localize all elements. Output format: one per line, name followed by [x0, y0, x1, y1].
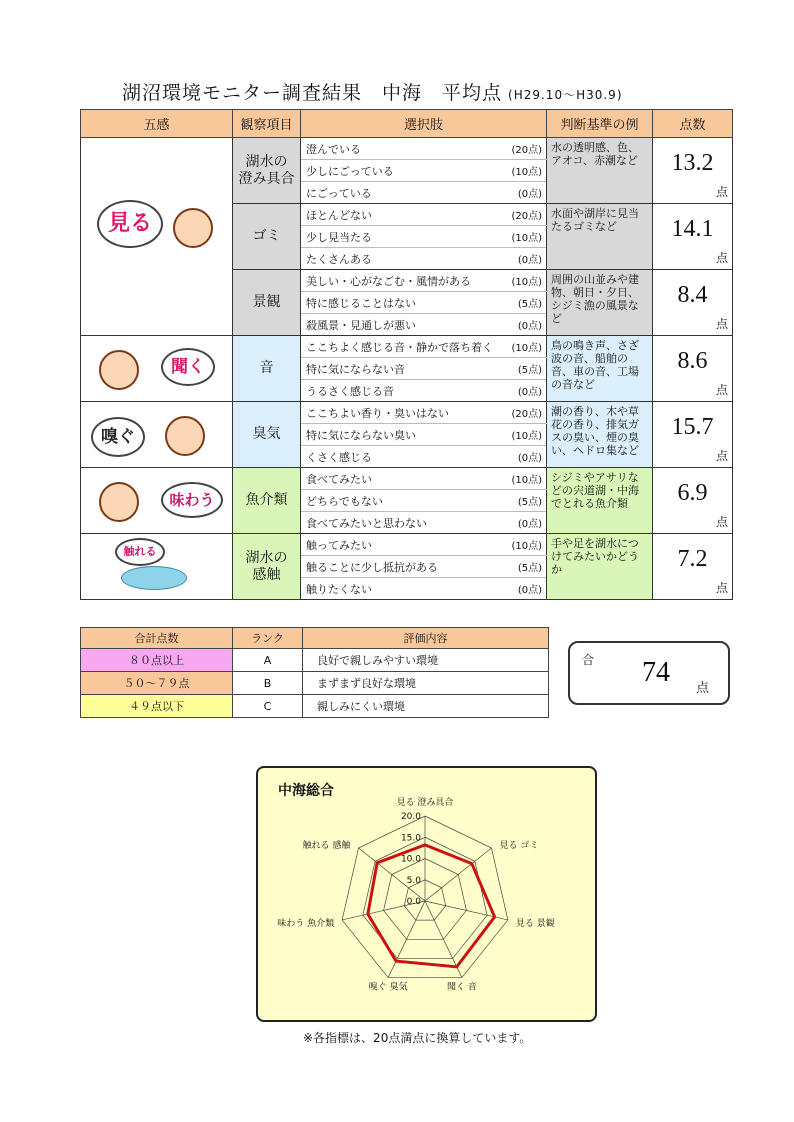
sense-bubble: 見る [97, 200, 163, 248]
option-label: うるさく感じる音 [301, 380, 501, 402]
survey-table [80, 109, 733, 600]
character-illustration [121, 566, 187, 590]
tick-label: 10.0 [400, 854, 421, 865]
sense-cell-3 [81, 468, 233, 534]
item-cell [233, 336, 301, 402]
character-illustration [99, 482, 139, 522]
option-points: (5点) [501, 358, 547, 380]
item-cell [233, 468, 301, 534]
axis-label: 聞く 音 [446, 982, 477, 993]
option-label: 少し見当たる [301, 226, 501, 248]
title-period: (H29.10～H30.9) [508, 88, 623, 102]
option-label: 触ることに少し抵抗がある [301, 556, 501, 578]
rank-range: ５０～７９点 [81, 672, 233, 695]
sense-cell-0 [81, 138, 233, 336]
option-points: (10点) [501, 160, 547, 182]
option-row [81, 468, 733, 490]
radar-chart [256, 766, 597, 1022]
score-value: 7.2 [677, 546, 708, 572]
header-options: 選択肢 [301, 110, 547, 138]
criteria-cell: 水の透明感、色、アオコ、赤潮など [547, 138, 653, 204]
rank-range: ４９点以下 [81, 695, 233, 718]
option-label: 少しにごっている [301, 160, 501, 182]
option-points: (10点) [501, 424, 547, 446]
score-unit: 点 [716, 449, 729, 463]
sense-bubble: 触れる [115, 538, 165, 566]
tick-label: 20.0 [400, 812, 421, 822]
criteria-cell: 鳥の鳴き声、さざ波の音、船舶の音、車の音、工場の音など [547, 336, 653, 402]
option-row [81, 534, 733, 556]
option-points: (10点) [501, 270, 547, 292]
character-illustration [99, 350, 139, 390]
option-points: (5点) [501, 490, 547, 512]
score-unit: 点 [716, 185, 729, 199]
rank-row [81, 695, 549, 718]
score-unit: 点 [716, 383, 729, 397]
sense-cell-4 [81, 534, 233, 600]
axis-label: 嗅ぐ 臭気 [368, 982, 408, 993]
rank-table [80, 627, 549, 718]
option-points: (0点) [501, 248, 547, 270]
option-label: たくさんある [301, 248, 501, 270]
rank-row [81, 672, 549, 695]
rank-letter: A [233, 649, 303, 672]
score-unit: 点 [716, 515, 729, 529]
option-points: (0点) [501, 380, 547, 402]
score-value: 6.9 [677, 480, 708, 506]
rank-header-points: 合計点数 [81, 628, 233, 649]
table-header-row [81, 110, 733, 138]
total-label: 合 [582, 653, 595, 667]
item-label: 音 [259, 360, 274, 376]
radar-chart-svg [258, 768, 595, 1020]
option-label: 殺風景・見通しが悪い [301, 314, 501, 336]
tick-label: 0.0 [406, 897, 421, 907]
score-value: 15.7 [671, 414, 714, 440]
sense-bubble: 嗅ぐ [91, 417, 145, 457]
grid-spoke [425, 848, 491, 901]
option-label: 特に感じることはない [301, 292, 501, 314]
item-cell [233, 402, 301, 468]
criteria-cell: シジミやアサリなどの宍道湖・中海でとれる魚介類 [547, 468, 653, 534]
item-label: 湖水の 澄み具合 [238, 153, 295, 187]
footnote: ※各指標は、20点満点に換算しています。 [303, 1031, 532, 1045]
item-cell [233, 204, 301, 270]
character-illustration [165, 416, 205, 456]
score-unit: 点 [716, 251, 729, 265]
option-points: (10点) [501, 226, 547, 248]
option-label: 特に気にならない音 [301, 358, 501, 380]
score-value: 8.4 [677, 282, 708, 308]
score-cell [653, 270, 733, 336]
option-label: くさく感じる [301, 446, 501, 468]
chart-title: 中海総合 [278, 783, 334, 799]
score-value: 14.1 [671, 216, 714, 242]
sense-bubble: 味わう [161, 482, 223, 518]
item-label: 臭気 [252, 426, 281, 442]
option-label: 食べてみたい [301, 468, 501, 490]
option-points: (20点) [501, 204, 547, 226]
tick-label: 5.0 [406, 875, 421, 886]
header-sense: 五感 [81, 110, 233, 138]
option-points: (0点) [501, 182, 547, 204]
character-illustration [173, 208, 213, 248]
option-label: 食べてみたいと思わない [301, 512, 501, 534]
axis-label: 見る ゴミ [499, 841, 539, 852]
score-value: 8.6 [677, 348, 708, 374]
option-points: (0点) [501, 446, 547, 468]
option-label: ここちよく感じる音・静かで落ち着く [301, 336, 501, 358]
option-label: ここちよい香り・臭いはない [301, 402, 501, 424]
rank-header-desc: 評価内容 [303, 628, 549, 649]
option-points: (20点) [501, 138, 547, 160]
item-label: 景観 [252, 294, 281, 310]
criteria-cell: 潮の香り、木や草花の香り、排気ガスの臭い、煙の臭い、ヘドロ集など [547, 402, 653, 468]
axis-label: 味わう 魚介類 [277, 918, 335, 929]
total-score-box [568, 641, 730, 705]
option-row [81, 402, 733, 424]
sense-bubble: 聞く [161, 348, 215, 386]
option-points: (10点) [501, 534, 547, 556]
total-value: 74 [642, 657, 670, 688]
option-label: にごっている [301, 182, 501, 204]
criteria-cell: 手や足を湖水につけてみたいかどうか [547, 534, 653, 600]
criteria-cell: 周囲の山並みや建物、朝日・夕日、シジミ漁の風景など [547, 270, 653, 336]
page-title: 湖沼環境モニター調査結果 中海 平均点 (H29.10～H30.9) [122, 82, 623, 104]
rank-row [81, 649, 549, 672]
option-label: 美しい・心がなごむ・風情がある [301, 270, 501, 292]
score-unit: 点 [716, 581, 729, 595]
option-points: (5点) [501, 292, 547, 314]
option-points: (0点) [501, 314, 547, 336]
item-cell [233, 534, 301, 600]
score-cell [653, 468, 733, 534]
axis-label: 見る 澄み具合 [396, 798, 454, 808]
option-row [81, 138, 733, 160]
option-label: 特に気にならない臭い [301, 424, 501, 446]
option-points: (20点) [501, 402, 547, 424]
option-label: どちらでもない [301, 490, 501, 512]
option-points: (10点) [501, 468, 547, 490]
header-score: 点数 [653, 110, 733, 138]
score-value: 13.2 [671, 150, 714, 176]
header-criteria: 判断基準の例 [547, 110, 653, 138]
score-cell [653, 534, 733, 600]
item-cell [233, 138, 301, 204]
option-points: (0点) [501, 578, 547, 600]
rank-desc: 親しみにくい環境 [303, 695, 549, 718]
tick-label: 15.0 [400, 833, 421, 844]
option-row [81, 336, 733, 358]
option-points: (5点) [501, 556, 547, 578]
score-cell [653, 336, 733, 402]
criteria-cell: 水面や湖岸に見当たるゴミなど [547, 204, 653, 270]
score-cell [653, 138, 733, 204]
option-points: (10点) [501, 336, 547, 358]
rank-desc: まずまず良好な環境 [303, 672, 549, 695]
rank-letter: B [233, 672, 303, 695]
score-unit: 点 [716, 317, 729, 331]
total-unit: 点 [696, 681, 710, 696]
option-label: 触ってみたい [301, 534, 501, 556]
score-cell [653, 204, 733, 270]
item-label: ゴミ [252, 228, 281, 244]
option-label: 澄んでいる [301, 138, 501, 160]
rank-letter: C [233, 695, 303, 718]
item-cell [233, 270, 301, 336]
axis-label: 触れる 感触 [302, 841, 351, 852]
option-label: 触りたくない [301, 578, 501, 600]
sense-cell-2 [81, 402, 233, 468]
sense-cell-1 [81, 336, 233, 402]
rank-header-rank: ランク [233, 628, 303, 649]
rank-range: ８０点以上 [81, 649, 233, 672]
option-points: (0点) [501, 512, 547, 534]
item-label: 湖水の 感触 [245, 549, 288, 583]
header-item: 観察項目 [233, 110, 301, 138]
item-label: 魚介類 [245, 492, 288, 508]
rank-desc: 良好で親しみやすい環境 [303, 649, 549, 672]
axis-label: 見る 景観 [515, 918, 555, 929]
score-cell [653, 402, 733, 468]
option-label: ほとんどない [301, 204, 501, 226]
